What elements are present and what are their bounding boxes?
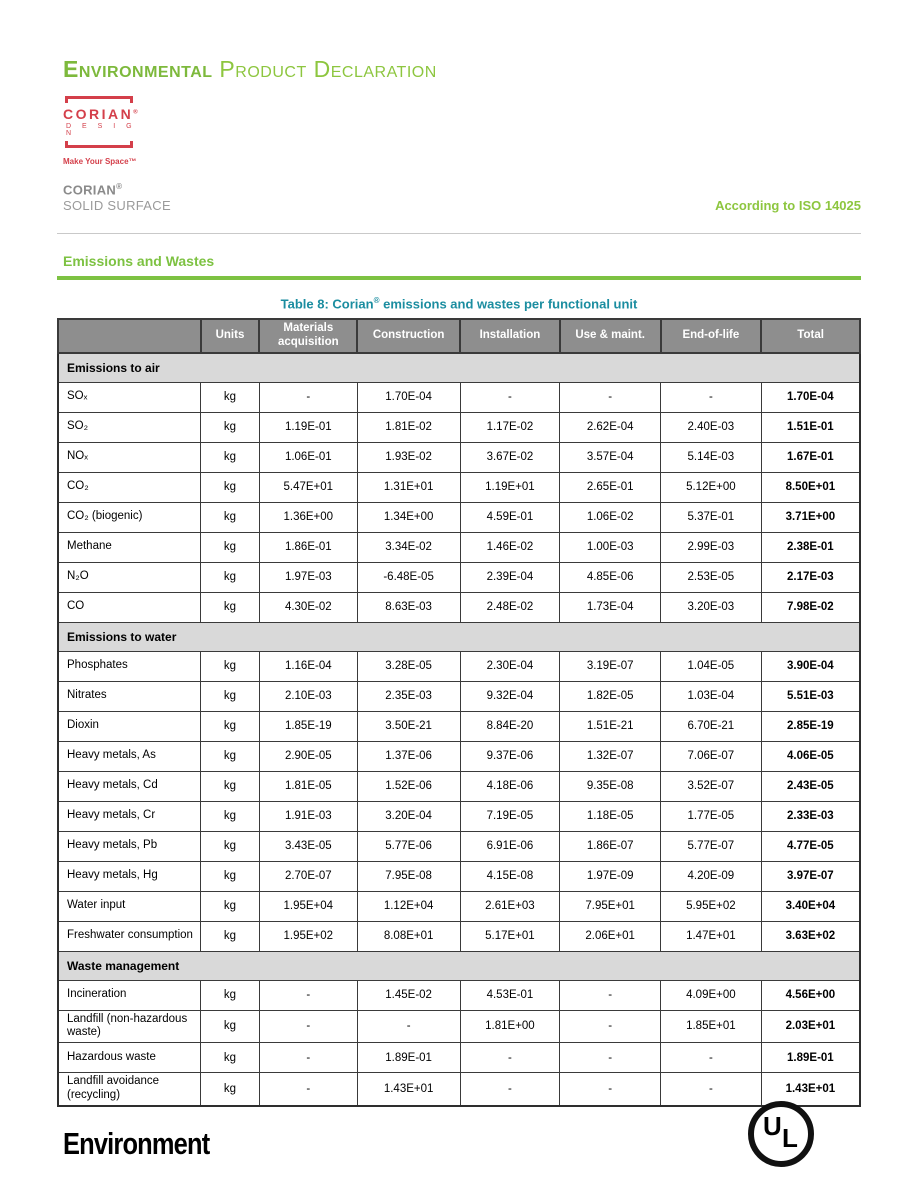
row-label-cell: Hazardous waste <box>58 1043 201 1073</box>
total-value-cell: 3.40E+04 <box>761 891 860 921</box>
value-cell: 1.18E-05 <box>560 801 661 831</box>
row-label-cell: Heavy metals, Pb <box>58 831 201 861</box>
units-cell: kg <box>201 592 260 622</box>
units-cell: kg <box>201 711 260 741</box>
value-cell: 1.43E+01 <box>357 1073 460 1106</box>
value-cell: 1.85E-19 <box>259 711 357 741</box>
value-cell: 2.65E-01 <box>560 472 661 502</box>
value-cell: - <box>259 382 357 412</box>
table-row <box>58 711 860 741</box>
row-label-cell: Water input <box>58 891 201 921</box>
logo-bottom-bracket-icon <box>65 141 133 148</box>
units-cell: kg <box>201 801 260 831</box>
value-cell: 3.20E-03 <box>661 592 762 622</box>
total-value-cell: 1.89E-01 <box>761 1043 860 1073</box>
iso-standard-note: According to ISO 14025 <box>715 198 861 214</box>
value-cell: 1.45E-02 <box>357 980 460 1010</box>
value-cell: 1.19E+01 <box>460 472 560 502</box>
table-section-label: Emissions to air <box>58 353 860 383</box>
value-cell: 1.46E-02 <box>460 532 560 562</box>
total-value-cell: 2.85E-19 <box>761 711 860 741</box>
value-cell: 3.57E-04 <box>560 442 661 472</box>
value-cell: 1.77E-05 <box>661 801 762 831</box>
value-cell: 1.04E-05 <box>661 651 762 681</box>
value-cell: 3.19E-07 <box>560 651 661 681</box>
value-cell: 1.81E+00 <box>460 1010 560 1043</box>
total-value-cell: 1.70E-04 <box>761 382 860 412</box>
product-name-text: CORIAN <box>63 182 117 198</box>
value-cell: 3.28E-05 <box>357 651 460 681</box>
logo-brand-name <box>63 106 143 122</box>
table-header-row <box>58 319 860 353</box>
table-row <box>58 1010 860 1043</box>
value-cell: 7.19E-05 <box>460 801 560 831</box>
value-cell: 1.47E+01 <box>661 921 762 951</box>
units-cell: kg <box>201 921 260 951</box>
table-header-cell: Use & maint. <box>560 319 661 353</box>
value-cell: 1.19E-01 <box>259 412 357 442</box>
page-content <box>57 0 861 1107</box>
table-row <box>58 442 860 472</box>
value-cell: - <box>661 1073 762 1106</box>
table-row <box>58 1043 860 1073</box>
table-header-cell: Total <box>761 319 860 353</box>
total-value-cell: 2.43E-05 <box>761 771 860 801</box>
value-cell: 5.12E+00 <box>661 472 762 502</box>
value-cell: 4.53E-01 <box>460 980 560 1010</box>
value-cell: 1.51E-21 <box>560 711 661 741</box>
value-cell: - <box>560 980 661 1010</box>
product-name <box>63 182 171 197</box>
value-cell: - <box>661 1043 762 1073</box>
row-label-cell: CO₂ <box>58 472 201 502</box>
value-cell: 1.89E-01 <box>357 1043 460 1073</box>
value-cell: 2.30E-04 <box>460 651 560 681</box>
row-label-cell: NOₓ <box>58 442 201 472</box>
row-label-cell: Freshwater consumption <box>58 921 201 951</box>
total-value-cell: 5.51E-03 <box>761 681 860 711</box>
value-cell: 4.18E-06 <box>460 771 560 801</box>
table-header-cell: End-of-life <box>661 319 762 353</box>
table-row <box>58 741 860 771</box>
table-caption <box>57 296 861 311</box>
value-cell: 4.09E+00 <box>661 980 762 1010</box>
row-label-cell: Dioxin <box>58 711 201 741</box>
units-cell: kg <box>201 562 260 592</box>
table-section-row <box>58 951 860 980</box>
value-cell: 3.34E-02 <box>357 532 460 562</box>
row-label-cell: Methane <box>58 532 201 562</box>
value-cell: 1.34E+00 <box>357 502 460 532</box>
table-row <box>58 980 860 1010</box>
table-row <box>58 891 860 921</box>
table-row <box>58 502 860 532</box>
units-cell: kg <box>201 532 260 562</box>
value-cell: 1.73E-04 <box>560 592 661 622</box>
units-cell: kg <box>201 1010 260 1043</box>
value-cell: 1.31E+01 <box>357 472 460 502</box>
value-cell: 3.20E-04 <box>357 801 460 831</box>
document-title <box>63 56 861 83</box>
units-cell: kg <box>201 891 260 921</box>
total-value-cell: 4.56E+00 <box>761 980 860 1010</box>
value-cell: 8.08E+01 <box>357 921 460 951</box>
value-cell: -6.48E-05 <box>357 562 460 592</box>
units-cell: kg <box>201 681 260 711</box>
table-caption-prefix: Table 8: Corian <box>280 296 374 312</box>
value-cell: 1.82E-05 <box>560 681 661 711</box>
value-cell: 2.06E+01 <box>560 921 661 951</box>
total-value-cell: 1.67E-01 <box>761 442 860 472</box>
table-row <box>58 1073 860 1106</box>
value-cell: 1.37E-06 <box>357 741 460 771</box>
value-cell: 3.67E-02 <box>460 442 560 472</box>
document-title-rest: Product Declaration <box>212 56 437 82</box>
table-section-row <box>58 353 860 383</box>
total-value-cell: 8.50E+01 <box>761 472 860 502</box>
value-cell: - <box>259 1010 357 1043</box>
table-row <box>58 771 860 801</box>
table-section-label: Emissions to water <box>58 622 860 651</box>
table-row <box>58 681 860 711</box>
total-value-cell: 2.38E-01 <box>761 532 860 562</box>
value-cell: 4.85E-06 <box>560 562 661 592</box>
value-cell: 7.06E-07 <box>661 741 762 771</box>
row-label-cell: SOₓ <box>58 382 201 412</box>
row-label-cell: Phosphates <box>58 651 201 681</box>
units-cell: kg <box>201 651 260 681</box>
units-cell: kg <box>201 771 260 801</box>
value-cell: 1.81E-02 <box>357 412 460 442</box>
table-body <box>58 353 860 1106</box>
row-label-cell: CO <box>58 592 201 622</box>
value-cell: 2.10E-03 <box>259 681 357 711</box>
value-cell: 1.70E-04 <box>357 382 460 412</box>
value-cell: 1.97E-03 <box>259 562 357 592</box>
units-cell: kg <box>201 741 260 771</box>
value-cell: 1.95E+04 <box>259 891 357 921</box>
total-value-cell: 4.06E-05 <box>761 741 860 771</box>
table-row <box>58 921 860 951</box>
value-cell: 1.85E+01 <box>661 1010 762 1043</box>
table-header-cell: Installation <box>460 319 560 353</box>
value-cell: 6.70E-21 <box>661 711 762 741</box>
value-cell: - <box>259 1043 357 1073</box>
total-value-cell: 3.63E+02 <box>761 921 860 951</box>
value-cell: 9.35E-08 <box>560 771 661 801</box>
value-cell: 1.93E-02 <box>357 442 460 472</box>
product-subtitle: SOLID SURFACE <box>63 198 171 214</box>
logo-tagline: Make Your Space™ <box>63 157 137 166</box>
table-row <box>58 532 860 562</box>
units-cell: kg <box>201 442 260 472</box>
value-cell: - <box>259 980 357 1010</box>
value-cell: - <box>560 1010 661 1043</box>
ul-certification-logo <box>748 1101 814 1167</box>
units-cell: kg <box>201 1073 260 1106</box>
value-cell: 2.90E-05 <box>259 741 357 771</box>
value-cell: 5.77E-07 <box>661 831 762 861</box>
ul-logo-letter-l: L <box>782 1123 798 1153</box>
value-cell: 2.62E-04 <box>560 412 661 442</box>
row-label-cell: Landfill (non-hazardous waste) <box>58 1010 201 1043</box>
footer-brand: Environment <box>63 1126 210 1161</box>
value-cell: 1.97E-09 <box>560 861 661 891</box>
document-title-bold: Environmental <box>63 56 213 82</box>
row-label-cell: Heavy metals, Cd <box>58 771 201 801</box>
value-cell: 2.35E-03 <box>357 681 460 711</box>
value-cell: 2.48E-02 <box>460 592 560 622</box>
total-value-cell: 3.90E-04 <box>761 651 860 681</box>
value-cell: 1.00E-03 <box>560 532 661 562</box>
row-label-cell: Heavy metals, Cr <box>58 801 201 831</box>
value-cell: 7.95E-08 <box>357 861 460 891</box>
value-cell: 1.95E+02 <box>259 921 357 951</box>
value-cell: 6.91E-06 <box>460 831 560 861</box>
value-cell: 1.91E-03 <box>259 801 357 831</box>
corian-design-logo <box>63 96 143 166</box>
value-cell: 3.52E-07 <box>661 771 762 801</box>
value-cell: 5.95E+02 <box>661 891 762 921</box>
table-header-cell <box>58 319 201 353</box>
value-cell: 3.50E-21 <box>357 711 460 741</box>
row-label-cell: SO₂ <box>58 412 201 442</box>
row-label-cell: Landfill avoidance (recycling) <box>58 1073 201 1106</box>
ul-logo-letter-u: U <box>763 1111 782 1141</box>
value-cell: 1.86E-01 <box>259 532 357 562</box>
table-row <box>58 562 860 592</box>
table-header-cell: Construction <box>357 319 460 353</box>
value-cell: - <box>560 382 661 412</box>
units-cell: kg <box>201 382 260 412</box>
row-label-cell: Heavy metals, As <box>58 741 201 771</box>
value-cell: 5.17E+01 <box>460 921 560 951</box>
table-row <box>58 861 860 891</box>
header-divider <box>57 233 861 234</box>
total-value-cell: 1.51E-01 <box>761 412 860 442</box>
value-cell: 5.47E+01 <box>259 472 357 502</box>
units-cell: kg <box>201 472 260 502</box>
total-value-cell: 2.03E+01 <box>761 1010 860 1043</box>
value-cell: - <box>460 382 560 412</box>
total-value-cell: 7.98E-02 <box>761 592 860 622</box>
table-head <box>58 319 860 353</box>
value-cell: 1.52E-06 <box>357 771 460 801</box>
value-cell: 8.84E-20 <box>460 711 560 741</box>
value-cell: 1.36E+00 <box>259 502 357 532</box>
value-cell: - <box>259 1073 357 1106</box>
units-cell: kg <box>201 980 260 1010</box>
value-cell: 3.43E-05 <box>259 831 357 861</box>
value-cell: - <box>560 1073 661 1106</box>
table-caption-suffix: emissions and wastes per functional unit <box>379 296 638 312</box>
value-cell: 2.53E-05 <box>661 562 762 592</box>
table-row <box>58 592 860 622</box>
value-cell: 1.12E+04 <box>357 891 460 921</box>
logo-registered-mark: ® <box>133 109 141 116</box>
value-cell: 5.77E-06 <box>357 831 460 861</box>
value-cell: 1.86E-07 <box>560 831 661 861</box>
logo-top-bracket-icon <box>65 96 133 103</box>
product-header-row <box>63 182 861 213</box>
table-caption-registered-mark: ® <box>373 296 380 306</box>
value-cell: 9.32E-04 <box>460 681 560 711</box>
units-cell: kg <box>201 861 260 891</box>
total-value-cell: 3.97E-07 <box>761 861 860 891</box>
table-row <box>58 472 860 502</box>
section-underline-bar <box>57 276 861 280</box>
value-cell: 5.14E-03 <box>661 442 762 472</box>
emissions-wastes-table <box>57 318 861 1107</box>
units-cell: kg <box>201 502 260 532</box>
value-cell: 5.37E-01 <box>661 502 762 532</box>
value-cell: 7.95E+01 <box>560 891 661 921</box>
table-section-row <box>58 622 860 651</box>
value-cell: 2.40E-03 <box>661 412 762 442</box>
value-cell: - <box>560 1043 661 1073</box>
units-cell: kg <box>201 1043 260 1073</box>
units-cell: kg <box>201 831 260 861</box>
total-value-cell: 2.33E-03 <box>761 801 860 831</box>
value-cell: 1.81E-05 <box>259 771 357 801</box>
row-label-cell: Heavy metals, Hg <box>58 861 201 891</box>
row-label-cell: Nitrates <box>58 681 201 711</box>
section-heading: Emissions and Wastes <box>63 253 215 270</box>
logo-brand-sub: D E S I G N <box>66 123 137 137</box>
row-label-cell: Incineration <box>58 980 201 1010</box>
value-cell: 4.30E-02 <box>259 592 357 622</box>
table-header-cell: Units <box>201 319 260 353</box>
value-cell: - <box>460 1043 560 1073</box>
total-value-cell: 3.71E+00 <box>761 502 860 532</box>
row-label-cell: CO₂ (biogenic) <box>58 502 201 532</box>
row-label-cell: N₂O <box>58 562 201 592</box>
value-cell: 1.06E-02 <box>560 502 661 532</box>
product-registered-mark: ® <box>116 182 123 191</box>
total-value-cell: 4.77E-05 <box>761 831 860 861</box>
value-cell: - <box>661 382 762 412</box>
total-value-cell: 1.43E+01 <box>761 1073 860 1106</box>
value-cell: - <box>460 1073 560 1106</box>
value-cell: 2.70E-07 <box>259 861 357 891</box>
value-cell: 8.63E-03 <box>357 592 460 622</box>
table-row <box>58 801 860 831</box>
table-row <box>58 831 860 861</box>
logo-brand-text: CORIAN <box>63 106 134 122</box>
value-cell: 1.06E-01 <box>259 442 357 472</box>
value-cell: 4.15E-08 <box>460 861 560 891</box>
value-cell: 2.61E+03 <box>460 891 560 921</box>
value-cell: 2.39E-04 <box>460 562 560 592</box>
value-cell: 4.59E-01 <box>460 502 560 532</box>
value-cell: 1.03E-04 <box>661 681 762 711</box>
value-cell: 1.17E-02 <box>460 412 560 442</box>
value-cell: 9.37E-06 <box>460 741 560 771</box>
table-section-label: Waste management <box>58 951 860 980</box>
value-cell: 4.20E-09 <box>661 861 762 891</box>
table-row <box>58 651 860 681</box>
value-cell: 2.99E-03 <box>661 532 762 562</box>
value-cell: - <box>357 1010 460 1043</box>
value-cell: 1.32E-07 <box>560 741 661 771</box>
table-row <box>58 412 860 442</box>
table-header-cell: Materials acquisition <box>259 319 357 353</box>
product-identity <box>63 182 171 213</box>
value-cell: 1.16E-04 <box>259 651 357 681</box>
table-row <box>58 382 860 412</box>
units-cell: kg <box>201 412 260 442</box>
total-value-cell: 2.17E-03 <box>761 562 860 592</box>
